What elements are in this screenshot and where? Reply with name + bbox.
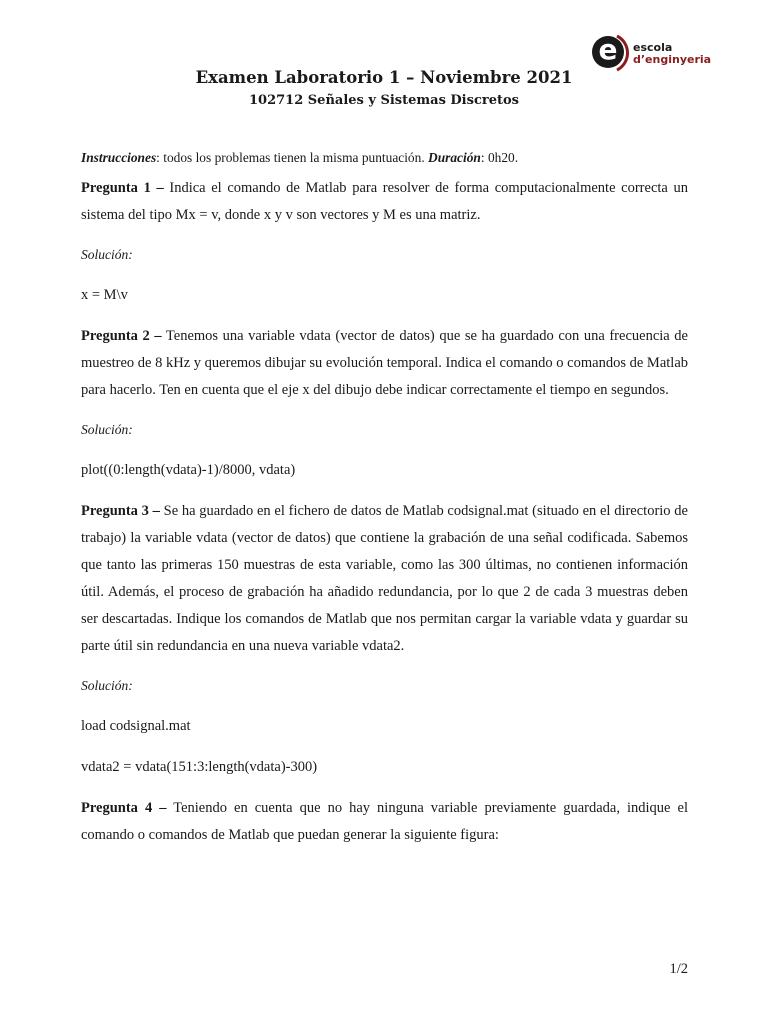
exam-subtitle: 102712 Señales y Sistemas Discretos	[249, 93, 519, 108]
logo-line-2: d’enginyeria	[633, 53, 712, 66]
question-3-text: Se ha guardado en el fichero de datos de Matlab codsignal.mat (situado en el directorio de trabajo) la variable vdata (vector de datos) que contiene la grabación de una señal codificada. Sabemos que tanto las primeras 150 muestras de esta variable, como las 300 últimas, no contienen información útil. Además, el proceso de grabación ha añadido redundancia, por lo que 2 de cada 3 muestras deben ser descartadas. Indique los comandos de Matlab que nos permitan cargar la variable vdata y guardar su parte útil sin redundancia en una nueva variable vdata2.	[81, 503, 688, 654]
question-2-solution-label: Solución:	[81, 422, 133, 437]
question-4-text: Teniendo en cuenta que no hay ninguna variable previamente guardada, indique el comando o comandos de Matlab que puedan generar la siguiente figura:	[81, 800, 688, 843]
question-1-solution-label: Solución:	[81, 247, 133, 262]
question-2-label: Pregunta 2 –	[81, 328, 162, 344]
question-4-label: Pregunta 4 –	[81, 800, 167, 816]
logo-line-1: escola	[633, 41, 673, 54]
page-number: 1/2	[669, 961, 688, 977]
logo-text	[633, 42, 711, 66]
question-3	[81, 498, 688, 660]
question-3-solution-label: Solución:	[81, 678, 133, 693]
duration-label: Duración	[428, 150, 481, 165]
question-1-text: Indica el comando de Matlab para resolver de forma computacionalmente correcta un sistema del tipo Mx = v, donde x y v son vectores y M es una matriz.	[81, 180, 688, 223]
question-2-answer-1: plot((0:length(vdata)-1)/8000, vdata)	[81, 462, 296, 478]
question-2	[81, 323, 688, 404]
question-3-answer-2: vdata2 = vdata(151:3:length(vdata)-300)	[81, 759, 318, 775]
question-4	[81, 795, 688, 849]
question-1-answer-1: x = M\v	[81, 287, 128, 303]
instructions-text: : todos los problemas tienen la misma puntuación.	[156, 150, 429, 165]
question-3-answer-1: load codsignal.mat	[81, 718, 191, 734]
question-2-text: Tenemos una variable vdata (vector de datos) que se ha guardado con una frecuencia de muestreo de 8 kHz y queremos dibujar su evolución temporal. Indica el comando o comandos de Matlab para hacerlo. Ten en cuenta que el eje x del dibujo debe indicar correctamente el tiempo en segundos.	[81, 328, 688, 398]
question-1	[81, 175, 688, 229]
instructions	[81, 144, 688, 171]
exam-title: Examen Laboratorio 1 – Noviembre 2021	[195, 68, 573, 87]
duration-text: : 0h20.	[480, 150, 519, 165]
exam-body	[81, 144, 688, 861]
question-1-label: Pregunta 1 –	[81, 180, 164, 196]
instructions-label: Instrucciones	[81, 150, 157, 165]
logo-letter: e	[592, 36, 624, 68]
question-3-label: Pregunta 3 –	[81, 503, 160, 519]
